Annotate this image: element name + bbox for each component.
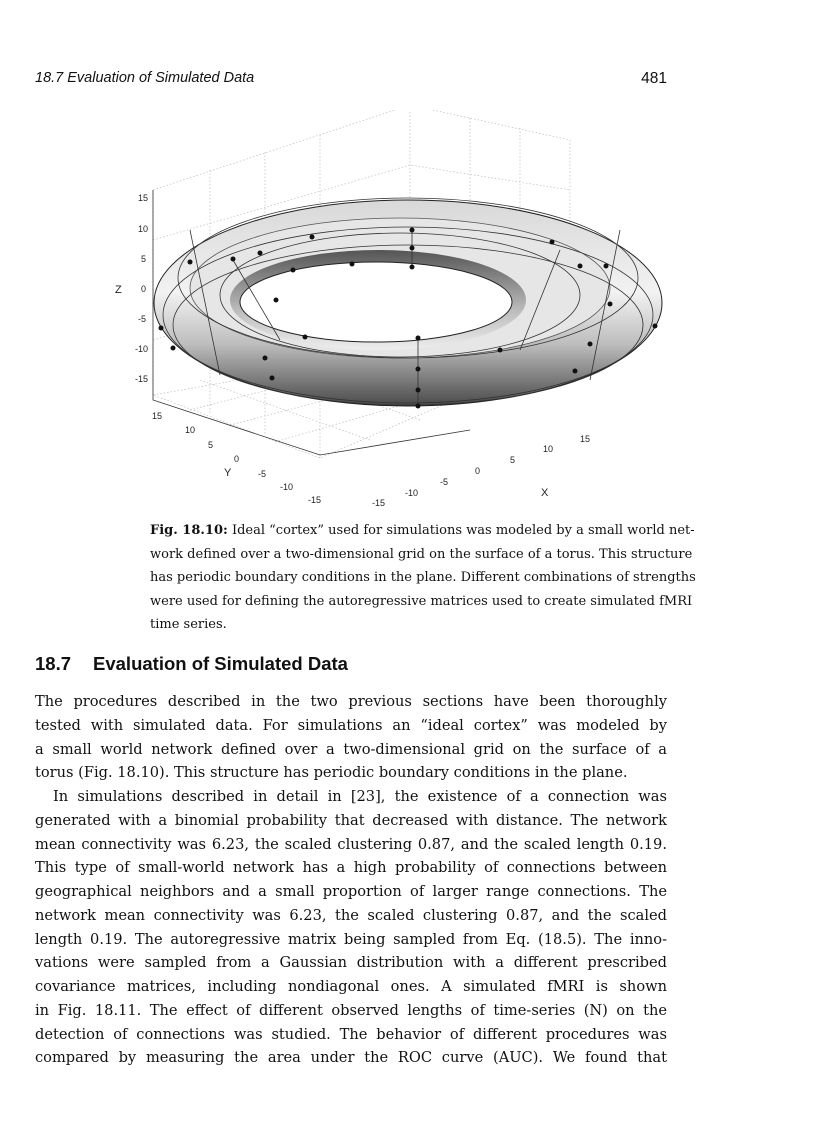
x-tick: -15 — [372, 498, 386, 508]
body-line: in Fig. 18.11. The effect of different observed lengths of time-series (N) on the — [35, 1001, 667, 1019]
z-tick: 0 — [141, 284, 147, 294]
z-axis-ticks — [135, 193, 148, 384]
caption-line: time series. — [150, 617, 227, 633]
x-tick: 15 — [580, 434, 591, 444]
x-tick: -5 — [440, 477, 449, 487]
z-tick: -15 — [135, 374, 149, 384]
z-axis-label: Z — [115, 284, 122, 296]
z-tick: -10 — [135, 344, 149, 354]
caption-line: were used for defining the autoregressive matrices used to create simulated fMRI — [150, 593, 693, 609]
y-axis-label: Y — [224, 467, 232, 479]
y-tick: 15 — [152, 411, 163, 421]
x-tick: -10 — [405, 488, 419, 498]
y-tick: -5 — [258, 469, 267, 479]
section-number: 18.7 — [35, 653, 72, 674]
body-line: length 0.19. The autoregressive matrix being sampled from Eq. (18.5). The inno- — [35, 930, 667, 948]
body-line: This type of small-world network has a high probability of connections between — [35, 859, 667, 877]
caption-text: Ideal “cortex” used for simulations was modeled by a small world net- — [231, 523, 695, 538]
body-line: network mean connectivity was 6.23, the scaled clustering 0.87, and the scaled — [35, 906, 667, 924]
x-tick: 0 — [475, 466, 481, 476]
y-axis-ticks — [152, 411, 321, 505]
torus-figure — [100, 110, 680, 510]
running-header-title: 18.7 Evaluation of Simulated Data — [35, 70, 255, 86]
body-line: In simulations described in detail in [23], the existence of a connection was — [53, 788, 667, 805]
body-line: torus (Fig. 18.10). This structure has periodic boundary conditions in the plane. — [35, 764, 628, 782]
torus — [154, 198, 662, 409]
x-axis-label: X — [541, 487, 549, 499]
body-line: vations were sampled from a Gaussian distribution with a different prescribed — [35, 954, 667, 972]
x-tick: 10 — [543, 444, 554, 454]
body-line: a small world network defined over a two-dimensional grid on the surface of a — [35, 740, 667, 758]
body-line: The procedures described in the two previous sections have been thoroughly — [35, 693, 667, 710]
y-tick: 0 — [234, 454, 240, 464]
body-text — [35, 690, 667, 1070]
y-tick: 10 — [185, 425, 196, 435]
figure-caption — [150, 519, 696, 637]
body-line: mean connectivity was 6.23, the scaled clustering 0.87, and the scaled length 0.19. — [35, 835, 667, 853]
z-tick: 15 — [138, 193, 149, 203]
y-tick: 5 — [208, 440, 214, 450]
section-title: Evaluation of Simulated Data — [93, 653, 348, 674]
z-tick: -5 — [138, 314, 147, 324]
page-number: 481 — [641, 70, 667, 87]
caption-line — [150, 519, 695, 543]
x-axis-ticks — [372, 434, 590, 508]
y-tick: -10 — [280, 482, 294, 492]
z-tick: 10 — [138, 224, 149, 234]
caption-line: has periodic boundary conditions in the plane. Different combinations of strengths — [150, 570, 696, 586]
caption-line: work defined over a two-dimensional grid on the surface of a torus. This structure — [150, 546, 693, 562]
body-line: geographical neighbors and a small proportion of larger range connections. The — [35, 883, 667, 900]
y-tick: -15 — [308, 495, 322, 505]
body-line: compared by measuring the area under the ROC curve (AUC). We found that — [35, 1049, 667, 1067]
body-line: covariance matrices, including nondiagonal ones. A simulated fMRI is shown — [35, 978, 667, 995]
body-line: generated with a binomial probability that decreased with distance. The network — [35, 811, 667, 829]
caption-label: Fig. 18.10: — [150, 523, 228, 538]
x-tick: 5 — [510, 455, 516, 465]
section-heading — [35, 653, 370, 675]
body-line: tested with simulated data. For simulations an “ideal cortex” was modeled by — [35, 716, 667, 734]
body-line: detection of connections was studied. The behavior of different procedures was — [35, 1025, 667, 1043]
z-tick: 5 — [141, 254, 147, 264]
